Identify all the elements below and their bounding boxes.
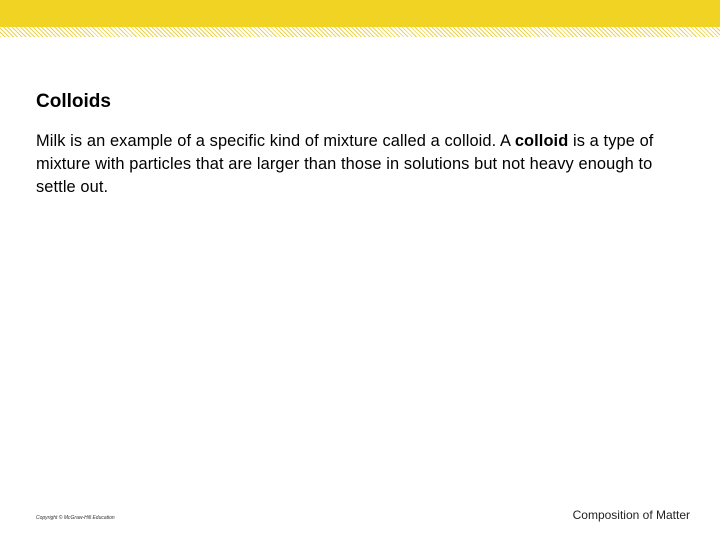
body-text-before: Milk is an example of a specific kind of mixture called a colloid. A (36, 132, 515, 150)
body-term-bold: colloid (514, 132, 569, 150)
header-color-band (0, 0, 720, 27)
body-paragraph (36, 130, 686, 199)
header-stripe-pattern (0, 27, 720, 37)
body-text-after: is a type of mixture with particles that are larger than those in solutions but not heavy enough to settle out. (36, 132, 654, 196)
copyright-notice: Copyright © McGraw-Hill Education (36, 515, 115, 521)
footer-chapter-title: Composition of Matter (572, 508, 690, 522)
slide-title: Colloids (36, 91, 111, 112)
